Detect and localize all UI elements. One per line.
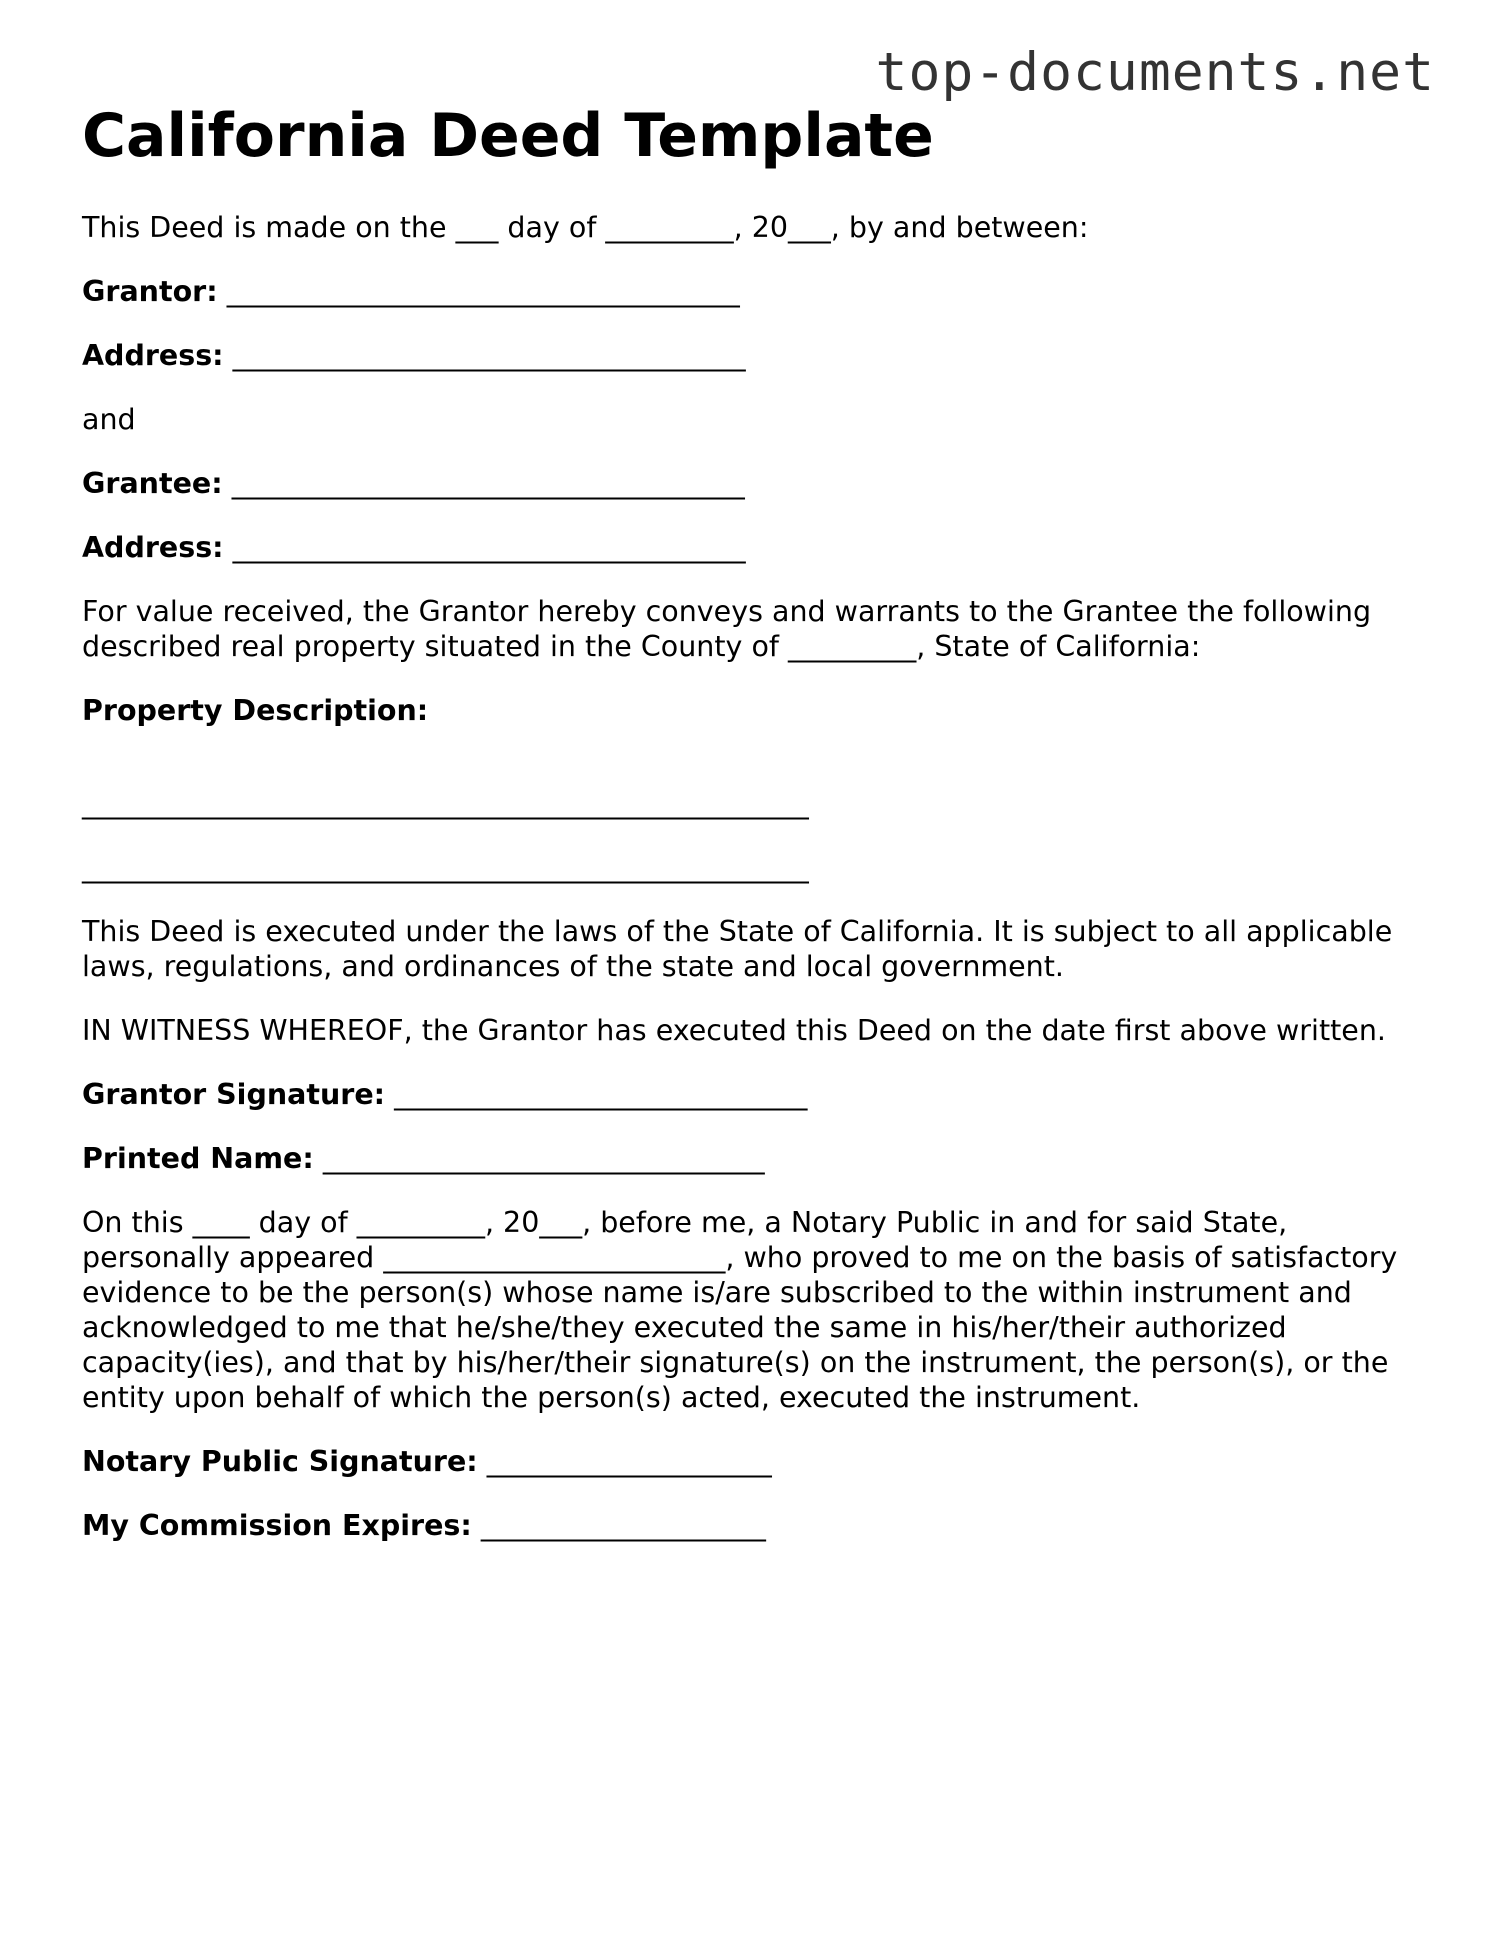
laws-paragraph: This Deed is executed under the laws of the State of California. It is subject to all applicable laws, regulations, and ordinances of the state and local government.: [82, 915, 1402, 983]
grantor-blank[interactable]: ____________________________________: [226, 275, 740, 308]
grantor-address-label: Address:: [82, 339, 224, 372]
spacer: [82, 757, 1422, 786]
commission-expires-blank[interactable]: ____________________: [480, 1509, 766, 1542]
grantee-label: Grantee:: [82, 467, 223, 500]
commission-expires-field: [82, 1508, 1422, 1543]
printed-name-blank[interactable]: _______________________________: [322, 1142, 765, 1175]
grantor-label: Grantor:: [82, 275, 218, 308]
property-description-line-1[interactable]: ___________________________________________________: [82, 787, 809, 820]
site-watermark: top-documents.net: [875, 42, 1435, 103]
printed-name-label: Printed Name:: [82, 1142, 314, 1175]
grantee-address-field: [82, 530, 1422, 565]
property-description-line-2[interactable]: ___________________________________________________: [82, 851, 809, 884]
commission-expires-label: My Commission Expires:: [82, 1509, 472, 1542]
and-text: and: [82, 403, 136, 436]
grantor-field: [82, 274, 1422, 309]
grantor-address-field: [82, 338, 1422, 373]
notary-signature-field: [82, 1444, 1422, 1479]
deed-document: [82, 100, 1422, 1572]
grantee-field: [82, 466, 1422, 501]
grantor-signature-blank[interactable]: _____________________________: [394, 1078, 808, 1111]
notary-signature-blank[interactable]: ____________________: [486, 1445, 772, 1478]
notary-paragraph: On this ____ day of _________, 20___, before me, a Notary Public in and for said State, personally appeared ________________________, who proved to me on the basis of satisfactory evidence to be the person(s) whose name is/are subscribed to the within instrument and acknowledged to me that he/she/they executed the same in his/her/their authorized capacity(ies), and that by his/her/their signature(s) on the instrument, the person(s), or the entity upon behalf of which the person(s) acted, executed the instrument.: [82, 1206, 1407, 1414]
intro-paragraph: This Deed is made on the ___ day of _________, 20___, by and between:: [82, 211, 1089, 244]
grantor-address-blank[interactable]: ____________________________________: [232, 339, 746, 372]
conveyance-paragraph: For value received, the Grantor hereby conveys and warrants to the Grantee the following described real property situated in the County of _________, State of California:: [82, 595, 1381, 663]
grantee-blank[interactable]: ____________________________________: [231, 467, 745, 500]
witness-paragraph: IN WITNESS WHEREOF, the Grantor has executed this Deed on the date first above written.: [82, 1014, 1386, 1047]
grantee-address-label: Address:: [82, 531, 224, 564]
document-title: California Deed Template: [82, 101, 934, 171]
grantor-signature-label: Grantor Signature:: [82, 1078, 386, 1111]
property-description-label: Property Description:: [82, 694, 429, 727]
property-description-heading: [82, 693, 1422, 728]
notary-signature-label: Notary Public Signature:: [82, 1445, 478, 1478]
printed-name-field: [82, 1141, 1422, 1176]
grantor-signature-field: [82, 1077, 1422, 1112]
grantee-address-blank[interactable]: ____________________________________: [232, 531, 746, 564]
